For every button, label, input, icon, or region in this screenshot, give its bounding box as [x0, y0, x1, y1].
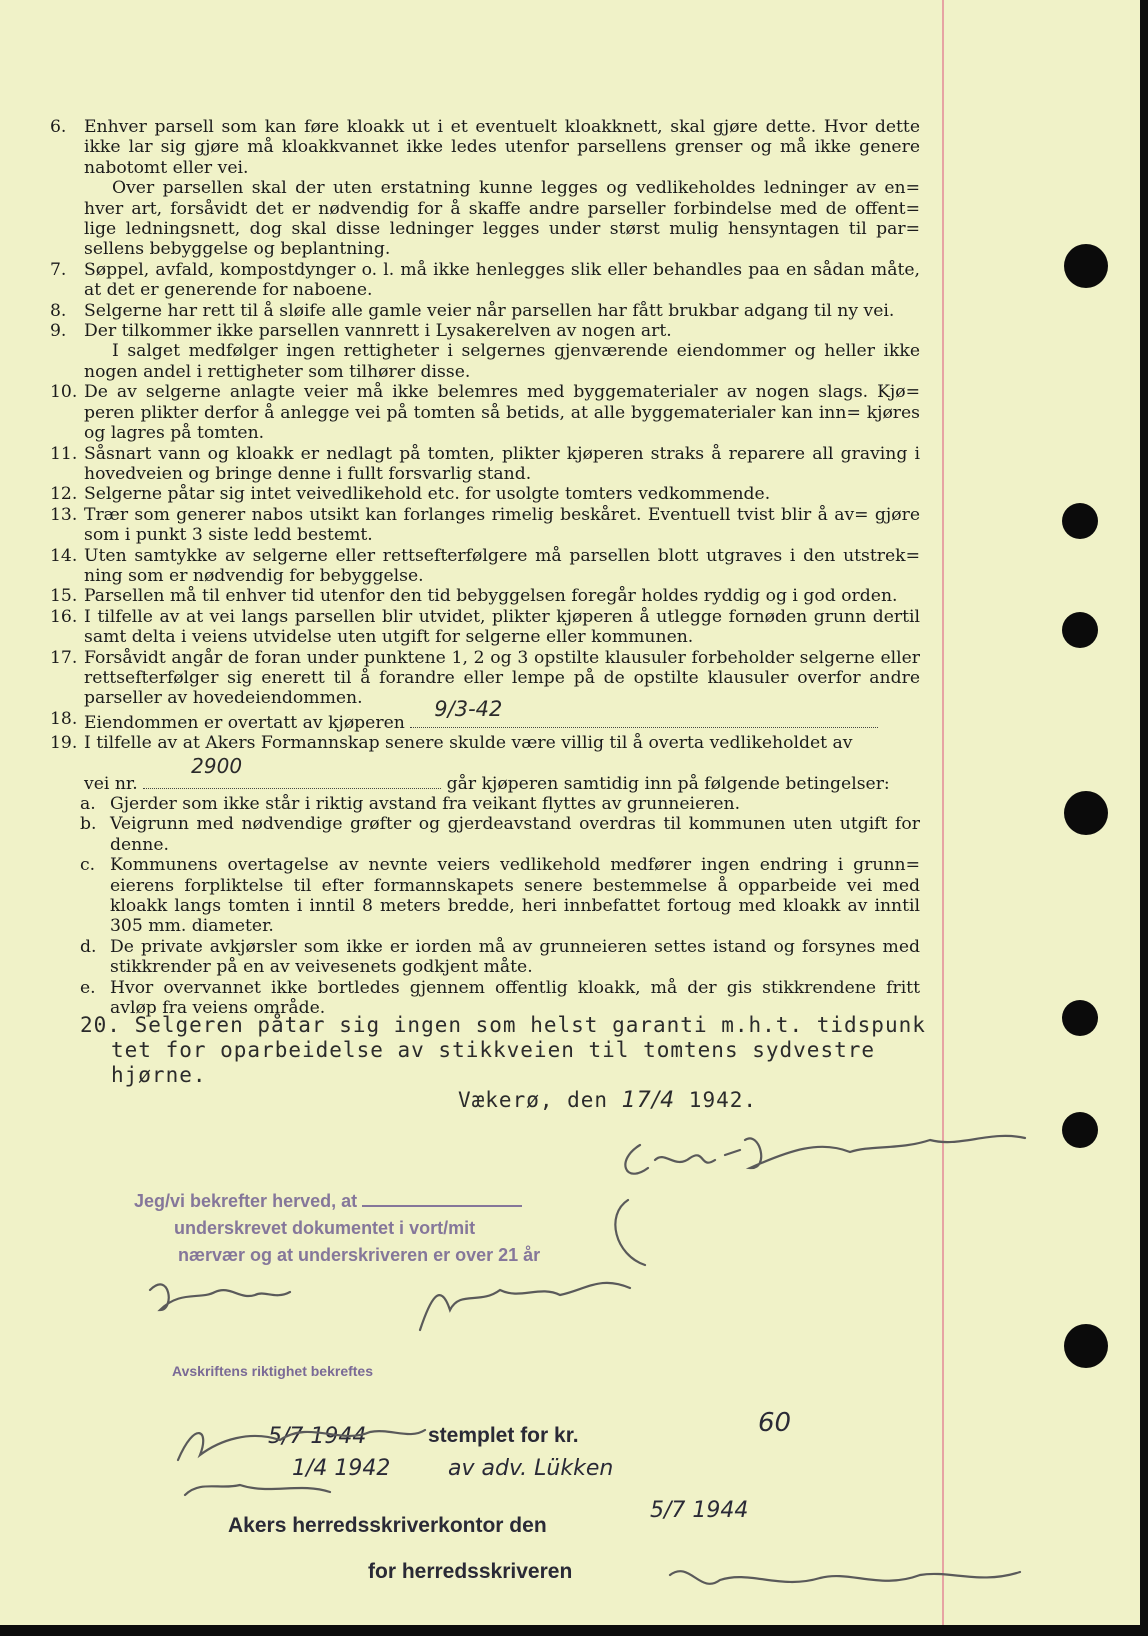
clause-text: De av selgerne anlagte veier må ikke belemres med byggematerialer av nogen slags. Kjø= peren plikter derfor å anlegge vei på tomten så betids, at alle byggematerialer kan inn= kjøres og lagres på tomten.: [84, 382, 920, 444]
witness-stamp-line: underskrevet dokumentet i vort/mit: [174, 1218, 476, 1238]
clause-item: [50, 586, 920, 606]
clause-text: Selgerne påtar sig intet veivedlikehold etc. for usolgte tomters vedkommende.: [84, 484, 771, 505]
condition-letter: d.: [80, 936, 97, 957]
clause-number: 14.: [50, 545, 78, 566]
witness-stamp: [134, 1188, 540, 1269]
typed-line: 20. Selgeren påtar sig ingen som helst garanti m.h.t. tidspunk: [80, 1013, 926, 1037]
punch-hole: [1064, 244, 1108, 288]
clause-text: Eiendommen er overtatt av kjøperen: [84, 712, 405, 733]
registry-stamp: [168, 1408, 968, 1600]
clause-number: 11.: [50, 443, 78, 464]
clause-text: Såsnart vann og kloakk er nedlagt på tomten, plikter kjøperen straks å reparere all graving i hovedveien og bringe denne i fullt forsvarlig stand.: [84, 443, 920, 484]
clause-text: Selgerne har rett til å sløife alle gamle veier når parsellen har fått brukbar adgang til ny vei.: [84, 300, 895, 321]
road-number-handwritten: 2900: [191, 753, 243, 778]
clause-text: Trær som generer nabos utsikt kan forlanges rimelig beskåret. Eventuell tvist blir å av= gjøre som i punkt 3 siste ledd bestemt.: [84, 504, 920, 546]
clause-paragraph: [50, 178, 920, 260]
clause-item: [50, 505, 920, 546]
bracket-mark: [615, 1200, 645, 1265]
clause-number: 17.: [50, 647, 78, 668]
witness-signature-1: [150, 1284, 290, 1310]
clause-text: Der tilkommer ikke parsellen vannrett i Lysakerelven av nogen art.: [84, 321, 672, 342]
registry-date-handwritten: 5/7 1944: [650, 1498, 749, 1523]
typed-line: hjørne.: [111, 1063, 207, 1087]
punch-hole: [1062, 503, 1098, 539]
clause-list: [50, 117, 920, 1018]
clause-number: 10.: [50, 382, 78, 403]
place-label: Vækerø, den: [458, 1088, 609, 1112]
clause-item: [50, 546, 920, 587]
condition-letter: e.: [80, 977, 96, 998]
punch-hole: [1064, 791, 1108, 835]
typed-line: tet for oparbeidelse av stikkveien til tomtens sydvestre: [111, 1038, 876, 1062]
condition-item: [50, 855, 920, 937]
date-handwritten: 17/4: [621, 1088, 676, 1113]
place-date-line: [458, 1088, 757, 1113]
road-number-line: [50, 753, 920, 794]
margin-line: [942, 0, 944, 1625]
witness-stamp-line: nærvær og at underskriveren er over 21 år: [178, 1245, 541, 1265]
clause-text: Forsåvidt angår de foran under punktene 1, 2 og 3 opstilte klausuler forbeholder selgerne eller rettsefterfølger sig enerett til å forandre eller lempe på de opstilte klausuler overfor andre parseller av hovedeiendommen.: [84, 647, 920, 709]
year-label: 1942.: [688, 1088, 758, 1112]
takeover-date-handwritten: 9/3-42: [434, 696, 503, 721]
condition-letter: a.: [80, 794, 96, 814]
road-number-suffix: går kjøperen samtidig inn på følgende betingelser:: [446, 773, 890, 794]
clause-text: I tilfelle av at Akers Formannskap senere skulde være villig til å overta vedlikeholdet av: [84, 733, 853, 754]
clause-item: [50, 117, 920, 178]
clause-item: [50, 321, 920, 341]
takeover-date-field: [410, 696, 878, 728]
condition-text: De private avkjørsler som ikke er iorden må av grunneieren settes istand og forsynes med stikkrender på en av veivesenets godkjent måte.: [110, 936, 920, 978]
clause-text: Søppel, avfald, kompostdynger o. l. må ikke henlegges slik eller behandles paa en sådan måte, at det er generende for naboene.: [84, 259, 920, 301]
punch-hole: [1064, 1324, 1108, 1368]
clause-paragraph: [50, 341, 920, 382]
clause-number: 7.: [50, 259, 67, 280]
stamped-amount-handwritten: 60: [758, 1408, 792, 1438]
condition-text: Gjerder som ikke står i riktig avstand fra veikant flyttes av grunneieren.: [110, 794, 741, 814]
clause-text: Uten samtykke av selgerne eller rettsefterfølgere må parsellen blott utgraves i den utstrek= ning som er nødvendig for bebyggelse.: [84, 545, 920, 586]
clause-number: 9.: [50, 321, 67, 342]
condition-letter: b.: [80, 814, 97, 835]
clause-number: 8.: [50, 300, 67, 321]
clause-item: [50, 444, 920, 485]
clause-item: [50, 484, 920, 504]
witness-signature-2: [420, 1283, 630, 1330]
condition-text: Hvor overvannet ikke bortledes gjennem offentlig kloakk, må der gis stikkrendene fritt avløp fra veiens område.: [110, 977, 920, 1019]
clause-number: 15.: [50, 586, 78, 607]
paid-note-handwritten: av adv. Lükken: [448, 1456, 614, 1481]
punch-hole: [1062, 612, 1098, 648]
registry-office-label: Akers herredsskriverkontor den: [228, 1514, 547, 1537]
clause-text: I salget medfølger ingen rettigheter i selgernes gjenværende eiendommer og heller ikke nogen andel i rettigheter som tilhører disse.: [84, 341, 920, 382]
seller-signature: [625, 1136, 1025, 1174]
clause-item: [50, 260, 920, 301]
paid-date-handwritten: 1/4 1942: [292, 1456, 391, 1481]
condition-text: Kommunens overtagelse av nevnte veiers vedlikehold medfører ingen endring i grunn= eierens forpliktelse til efter formannskapets senere bestemmelse å opparbeide vei med kloakk langs tomten i inntil 8 meters bredde, heri innbefattet fortoug med kloakk av inntil 305 mm. diameter.: [110, 855, 920, 937]
copy-verification-stamp: Avskriftens riktighet bekreftes: [172, 1363, 373, 1379]
clause-number: 18.: [50, 708, 78, 729]
clause-item: [50, 382, 920, 443]
clause-item-19: [50, 733, 920, 753]
stamped-for-label: stemplet for kr.: [428, 1424, 579, 1447]
clause-text: Parsellen må til enhver tid utenfor den tid bebyggelsen foregår holdes ryddig og i god orden.: [84, 586, 898, 607]
condition-letter: c.: [80, 855, 96, 876]
clause-item-18: [50, 696, 920, 733]
road-number-field: [143, 753, 441, 789]
clause-item: [50, 607, 920, 648]
clause-number: 6.: [50, 117, 67, 137]
clause-text: I tilfelle av at vei langs parsellen blir utvidet, plikter kjøperen å utlegge fornøden grunn dertil samt delta i veiens utvidelse uten utgift for selgerne eller kommunen.: [84, 606, 920, 648]
condition-item: [50, 937, 920, 978]
punch-hole: [1062, 1000, 1098, 1036]
condition-item: [50, 814, 920, 855]
clause-number: 12.: [50, 484, 78, 505]
clause-text: Over parsellen skal der uten erstatning kunne legges og vedlikeholdes ledninger av en= hver art, forsåvidt det er nødvendig for å skaffe andre parseller forbindelse med de offent= lige ledningsnett, dog skal disse ledninger legges under størst mulig hensyntagen til par= sellens bebyggelse og beplantning.: [84, 178, 920, 260]
registry-for-label: for herredsskriveren: [368, 1560, 573, 1583]
witness-stamp-line: Jeg/vi bekrefter herved, at: [134, 1191, 358, 1211]
typed-clause-20: [80, 1013, 960, 1088]
clause-number: 19.: [50, 733, 78, 754]
road-number-label: vei nr.: [84, 773, 138, 794]
condition-item: [50, 794, 920, 814]
clause-number: 16.: [50, 606, 78, 627]
punch-hole: [1062, 1112, 1098, 1148]
clause-item: [50, 301, 920, 321]
clause-text: Enhver parsell som kan føre kloakk ut i et eventuelt kloakknett, skal gjøre dette. Hvor dette ikke lar sig gjøre må kloakkvannet ikke ledes utenfor parsellens grenser og må ikke genere nabotomt eller vei.: [84, 117, 920, 178]
witness-blank: [362, 1205, 522, 1207]
stamped-date-handwritten: 5/7 1944: [268, 1424, 367, 1449]
condition-text: Veigrunn med nødvendige grøfter og gjerdeavstand overdras til kommunen uten utgift for denne.: [110, 814, 920, 855]
clause-number: 13.: [50, 504, 78, 525]
